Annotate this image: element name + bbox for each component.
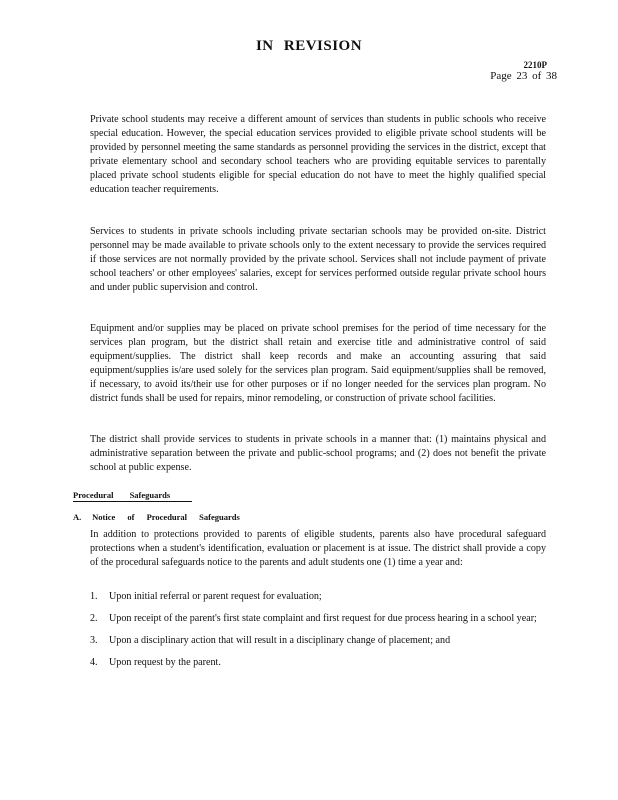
list-item-number: 3. xyxy=(90,635,98,646)
document-status-title: IN REVISION xyxy=(255,38,363,54)
policy-code: 2210P xyxy=(523,60,547,70)
list-item-text: Upon a disciplinary action that will result in a disciplinary change of placement; and xyxy=(109,635,451,646)
subsection-heading-notice xyxy=(73,511,240,523)
paragraph-notice-intro: In addition to protections provided to parents of eligible students, parents also have procedural safeguard protections when a student's identification, evaluation or placement is at issue. The district shall provide a copy of the procedural safeguards notice to the parents and adult students one (1) time a year and: xyxy=(90,529,546,568)
section-heading-procedural-safeguards: Procedural Safeguards xyxy=(73,489,192,502)
notice-conditions-list xyxy=(90,590,562,678)
paragraph-private-school-services: Private school students may receive a different amount of services than students in public schools who receive special education. However, the special education services provided to eligible private school students will be provided by personnel meeting the same standards as personnel providing the services in the district, except that private elementary school and secondary school teachers who are providing equitable services to parentally placed private school students eligible for special education do not have to meet the highly qualified special education teacher requirements. xyxy=(90,114,546,195)
list-item xyxy=(90,612,562,626)
list-item xyxy=(90,634,562,648)
paragraph-onsite-services: Services to students in private schools including private sectarian schools may be provided on-site. District personnel may be made available to private schools only to the extent necessary to provide the services required if those services are not normally provided by the private school. Services shall not include payment of private school teachers' or other employees' salaries, except for services performed outside regular private school hours and under public supervision and control. xyxy=(90,226,546,293)
subsection-letter: A. xyxy=(73,512,82,522)
list-item xyxy=(90,590,562,604)
subsection-title: Notice of Procedural Safeguards xyxy=(92,512,240,522)
paragraph-equipment-supplies: Equipment and/or supplies may be placed on private school premises for the period of time necessary for the services plan program, but the district shall retain and exercise title and administrative control of said equipment/supplies. The district shall keep records and make an accounting assuring that said equipment/supplies is/are used solely for the services plan program. Said equipment/supplies shall be removed, if necessary, to avoid its/their use for other purposes or if no longer needed for the services plan program. No district funds shall be used for repairs, minor remodeling, or construction of private school facilities. xyxy=(90,323,546,404)
list-item-number: 4. xyxy=(90,657,98,668)
list-item xyxy=(90,656,562,670)
list-item-text: Upon receipt of the parent's first state complaint and first request for due process hearing in a school year; xyxy=(109,613,537,624)
list-item-text: Upon initial referral or parent request for evaluation; xyxy=(109,591,322,602)
paragraph-separation: The district shall provide services to students in private schools in a manner that: (1) maintains physical and administrative separation between the private and public-school programs; and (2) does not benefit the private school at public expense. xyxy=(90,434,546,473)
page-number: Page 23 of 38 xyxy=(490,70,557,82)
list-item-text: Upon request by the parent. xyxy=(109,657,221,668)
list-item-number: 1. xyxy=(90,591,98,602)
list-item-number: 2. xyxy=(90,613,98,624)
